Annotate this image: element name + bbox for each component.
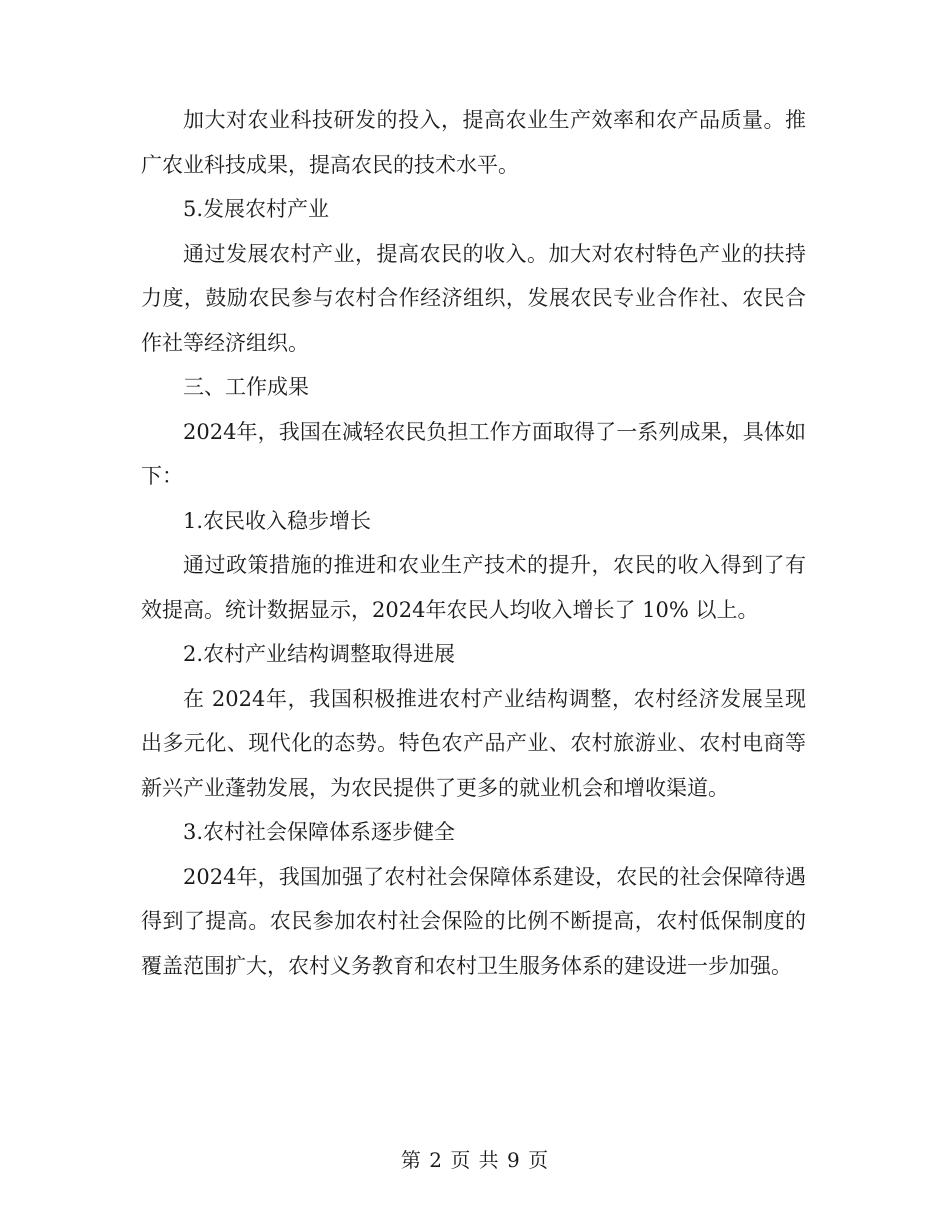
paragraph-results-intro: 2024年，我国在减轻农民负担工作方面取得了一系列成果，具体如下：	[141, 419, 806, 488]
heading-income-growth: 1.农民收入稳步增长	[183, 508, 372, 533]
document-body	[141, 98, 806, 988]
paragraph-ag-tech: 加大对农业科技研发的投入，提高农业生产效率和农产品质量。推广农业科技成果，提高农民的技术水平。	[141, 108, 806, 177]
heading-work-results: 三、工作成果	[183, 375, 309, 399]
page-number-footer: 第 2 页 共 9 页	[400, 1148, 550, 1172]
paragraph-rural-industry: 通过发展农村产业，提高农民的收入。加大对农村特色产业的扶持力度，鼓励农民参与农村合作经济组织，发展农民专业合作社、农民合作社等经济组织。	[141, 241, 806, 355]
paragraph-industry-structure: 在 2024年，我国积极推进农村产业结构调整，农村经济发展呈现出多元化、现代化的态势。特色农产品产业、农村旅游业、农村电商等新兴产业蓬勃发展，为农民提供了更多的就业机会和增收渠道。	[141, 686, 806, 800]
heading-social-security: 3.农村社会保障体系逐步健全	[183, 820, 456, 844]
paragraph-income-growth: 通过政策措施的推进和农业生产技术的提升，农民的收入得到了有效提高。统计数据显示，2024年农民人均收入增长了 10% 以上。	[141, 553, 806, 622]
heading-rural-industry: 5.发展农村产业	[183, 197, 330, 221]
heading-industry-structure: 2.农村产业结构调整取得进展	[183, 642, 456, 666]
paragraph-social-security: 2024年，我国加强了农村社会保障体系建设，农民的社会保障待遇得到了提高。农民参加农村社会保险的比例不断提高，农村低保制度的覆盖范围扩大，农村义务教育和农村卫生服务体系的建设进一步加强。	[141, 864, 806, 978]
